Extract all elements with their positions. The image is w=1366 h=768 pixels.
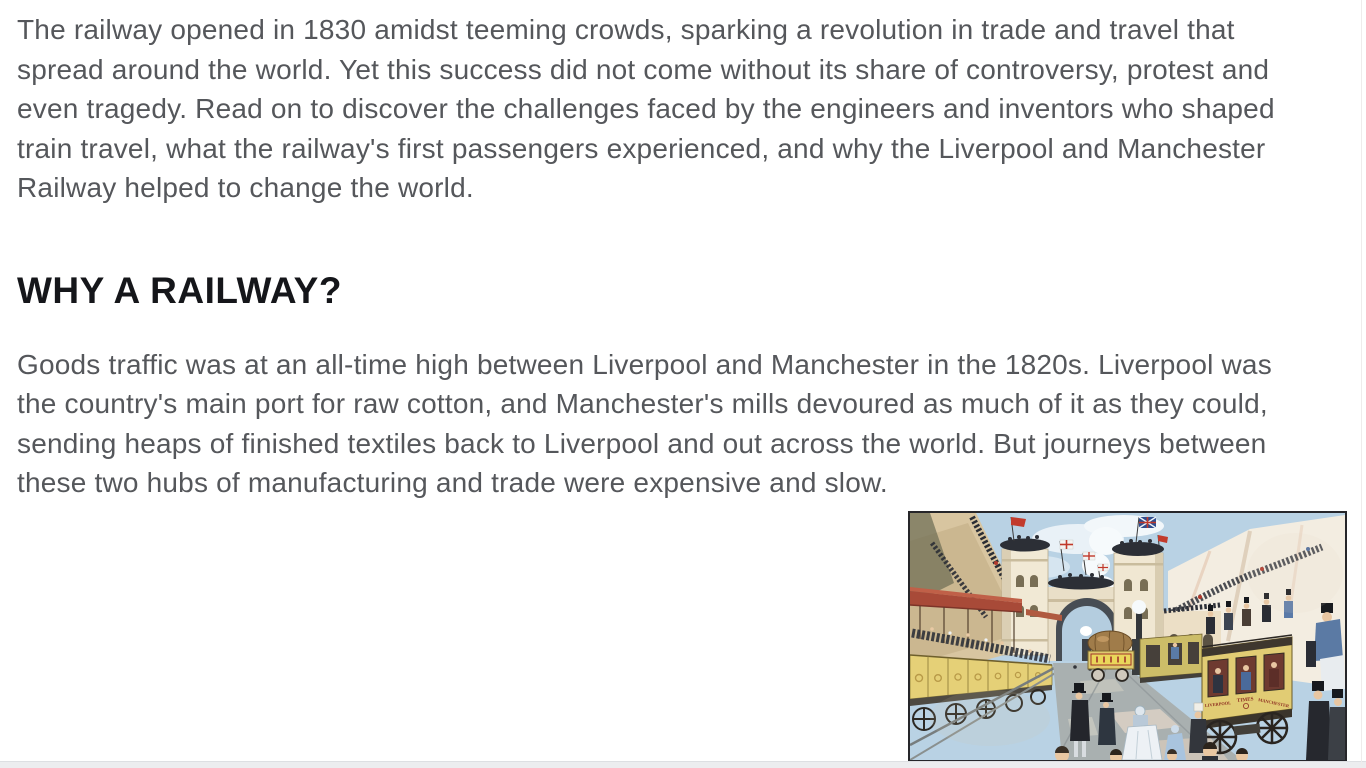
coach-text-times: TIMES: [1236, 696, 1254, 704]
page-right-edge-line: [1361, 0, 1362, 768]
railway-opening-illustration: [908, 511, 1347, 762]
page-bottom-strip: [0, 761, 1366, 768]
railway-opening-illustration-svg: [910, 513, 1345, 760]
coach-text-liverpool: LIVERPOOL: [1204, 700, 1232, 708]
article-content: [17, 2, 1317, 503]
intro-paragraph: The railway opened in 1830 amidst teeming crowds, sparking a revolution in trade and travel that spread around the world. Yet this success did not come without its share of controversy, protest and even tragedy. Read on to discover the challenges faced by the engineers and inventors who shaped train travel, what the railway's first passengers experienced, and why the Liverpool and Manchester Railway helped to change the world.: [17, 14, 1275, 203]
section-heading: WHY A RAILWAY?: [17, 269, 342, 311]
section-paragraph: Goods traffic was at an all-time high between Liverpool and Manchester in the 1820s. Liverpool was the country's main port for raw cotton, and Manchester's mills devoured as much of it as they could, sending heaps of finished textiles back to Liverpool and out across the world. But journeys between these two hubs of manufacturing and trade were expensive and slow.: [17, 348, 1272, 498]
coach-text-manchester: MANCHESTER: [1257, 697, 1290, 709]
middle-carriage: [1140, 634, 1202, 683]
